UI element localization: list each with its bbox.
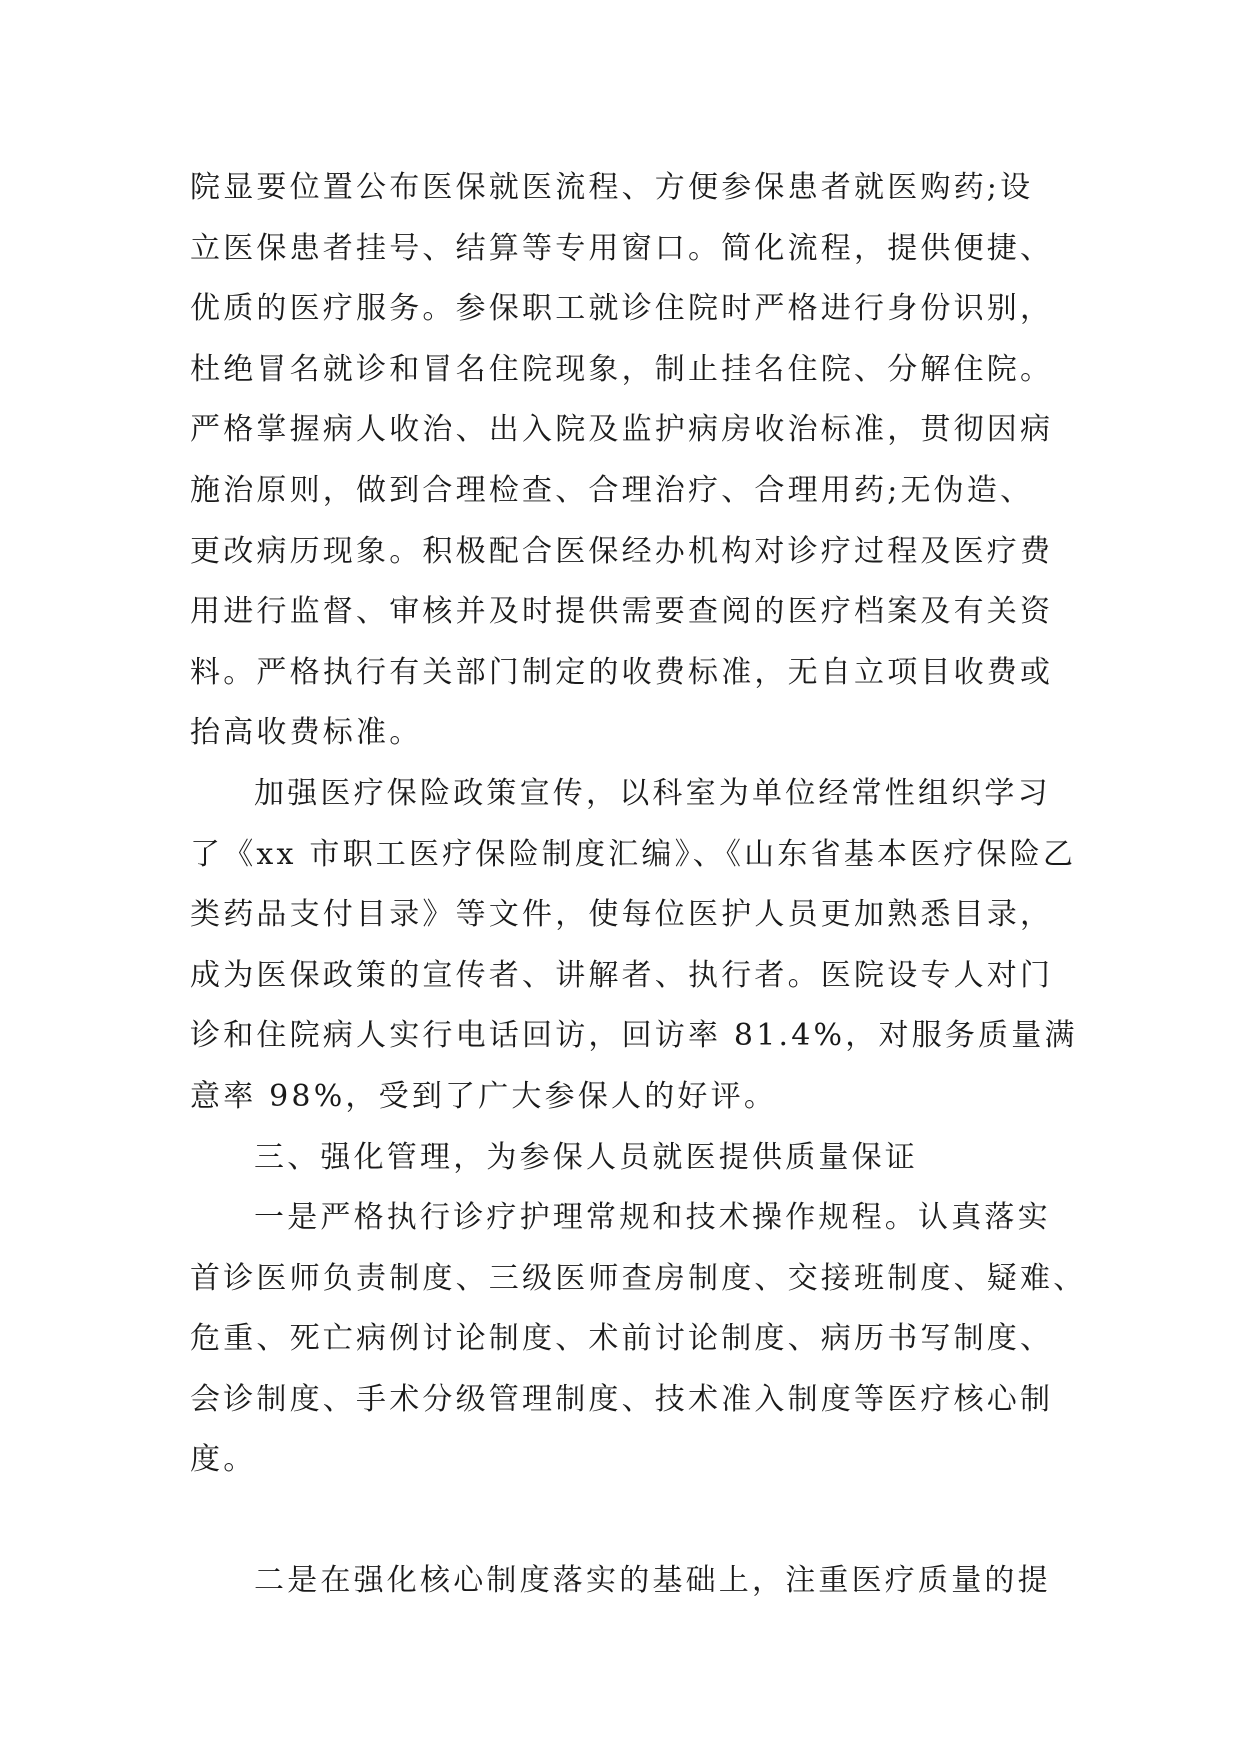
text-line: 院显要位置公布医保就医流程、方便参保患者就医购药;设 bbox=[190, 170, 1034, 205]
text-line: 更改病历现象。积极配合医保经办机构对诊疗过程及医疗费 bbox=[190, 533, 1054, 569]
paragraph-start-line: 一是严格执行诊疗护理常规和技术操作规程。认真落实 bbox=[254, 1200, 1051, 1236]
text-line: 抬高收费标准。 bbox=[190, 715, 423, 751]
text-line: 立医保患者挂号、结算等专用窗口。简化流程，提供便捷、 bbox=[190, 230, 1054, 266]
section-heading: 三、强化管理，为参保人员就医提供质量保证 bbox=[254, 1139, 918, 1175]
text-line: 类药品支付目录》等文件，使每位医护人员更加熟悉目录， bbox=[190, 897, 1054, 933]
text-line: 成为医保政策的宣传者、讲解者、执行者。医院设专人对门 bbox=[190, 957, 1054, 993]
text-line: 度。 bbox=[190, 1442, 257, 1478]
paragraph-start-line: 加强医疗保险政策宣传，以科室为单位经常性组织学习 bbox=[254, 775, 1051, 811]
text-line: 杜绝冒名就诊和冒名住院现象，制止挂名住院、分解住院。 bbox=[190, 351, 1054, 387]
text-line: 诊和住院病人实行电话回访，回访率 81.4%，对服务质量满 bbox=[190, 1018, 1078, 1054]
text-line: 会诊制度、手术分级管理制度、技术准入制度等医疗核心制 bbox=[190, 1381, 1054, 1417]
paragraph-start-line: 二是在强化核心制度落实的基础上，注重医疗质量的提 bbox=[254, 1563, 1051, 1599]
text-line: 料。严格执行有关部门制定的收费标准，无自立项目收费或 bbox=[190, 654, 1054, 690]
text-line: 用进行监督、审核并及时提供需要查阅的医疗档案及有关资 bbox=[190, 594, 1054, 630]
text-line: 施治原则，做到合理检查、合理治疗、合理用药;无伪造、 bbox=[190, 472, 1034, 508]
text-line: 优质的医疗服务。参保职工就诊住院时严格进行身份识别， bbox=[190, 291, 1054, 327]
text-line: 严格掌握病人收治、出入院及监护病房收治标准，贯彻因病 bbox=[190, 412, 1054, 448]
text-line: 首诊医师负责制度、三级医师查房制度、交接班制度、疑难、 bbox=[190, 1260, 1087, 1296]
body-text bbox=[190, 158, 1087, 1612]
text-line: 了《xx 市职工医疗保险制度汇编》、《山东省基本医疗保险乙 bbox=[190, 836, 1077, 872]
text-line: 意率 98%，受到了广大参保人的好评。 bbox=[190, 1078, 778, 1114]
text-line: 危重、死亡病例讨论制度、术前讨论制度、病历书写制度、 bbox=[190, 1321, 1054, 1357]
